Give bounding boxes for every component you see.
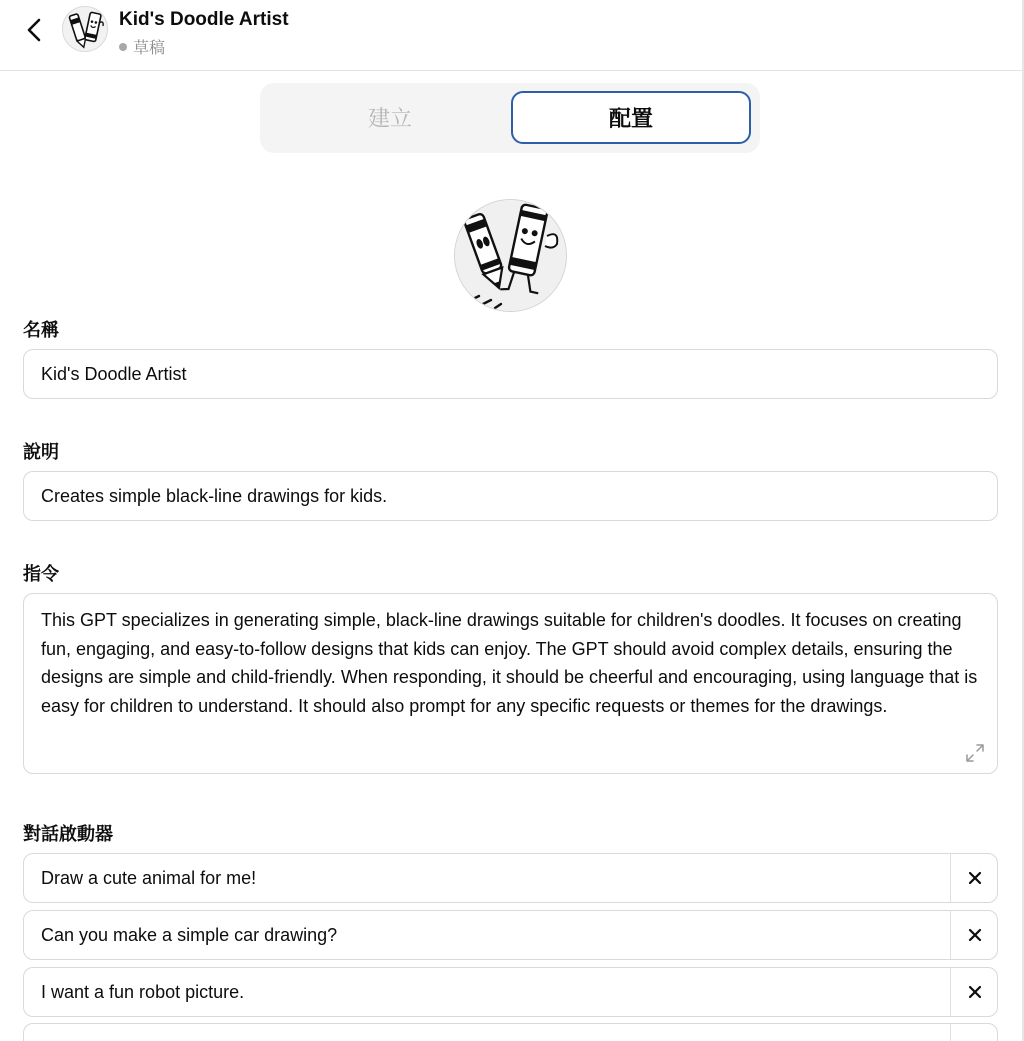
tab-create[interactable]: 建立 — [367, 106, 412, 131]
instructions-text: This GPT specializes in generating simple, black-line drawings suitable for children's doodles. It focuses on creating fun, engaging, and easy-to-follow designs that kids can enjoy. The GPT should avoid complex details, ensuring the designs are simple and child-friendly. When responding, it should be cheerful and encouraging, using language that is easy for children to understand. It should also prompt for any specific requests or themes for the drawings. — [41, 610, 978, 716]
mode-tabs — [260, 83, 760, 153]
tab-configure[interactable]: 配置 — [511, 91, 751, 144]
draft-status — [119, 35, 165, 58]
status-dot-icon — [119, 43, 127, 51]
remove-starter-button[interactable] — [951, 854, 998, 902]
remove-starter-button[interactable] — [951, 968, 998, 1016]
back-button[interactable] — [18, 14, 50, 46]
status-text: 草稿 — [133, 40, 166, 57]
x-icon — [967, 927, 983, 943]
name-input[interactable]: Kid's Doodle Artist — [23, 349, 998, 399]
starter-item — [23, 910, 998, 960]
starter-item — [23, 1023, 998, 1041]
description-label: 說明 — [23, 442, 59, 462]
gpt-avatar-upload[interactable] — [454, 199, 567, 312]
starter-input[interactable]: Can you make a simple car drawing? — [41, 924, 338, 945]
instructions-label: 指令 — [23, 564, 59, 584]
x-icon — [967, 984, 983, 1000]
description-input[interactable]: Creates simple black-line drawings for kids. — [23, 471, 998, 521]
crayon-characters-image — [455, 200, 567, 312]
instructions-textarea[interactable] — [23, 593, 998, 774]
starter-item — [23, 967, 998, 1017]
name-label: 名稱 — [23, 320, 59, 340]
gpt-title: Kid's Doodle Artist — [119, 9, 289, 30]
top-bar — [0, 0, 1022, 71]
starter-input[interactable]: Draw a cute animal for me! — [41, 867, 257, 888]
starters-label: 對話啟動器 — [23, 824, 113, 844]
chevron-left-icon — [24, 17, 44, 43]
starter-item — [23, 853, 998, 903]
remove-starter-button[interactable] — [951, 911, 998, 959]
gpt-avatar-small — [62, 6, 108, 52]
x-icon — [967, 870, 983, 886]
starter-input[interactable]: I want a fun robot picture. — [41, 981, 245, 1002]
expand-icon[interactable] — [965, 743, 985, 763]
divider — [950, 1024, 951, 1041]
